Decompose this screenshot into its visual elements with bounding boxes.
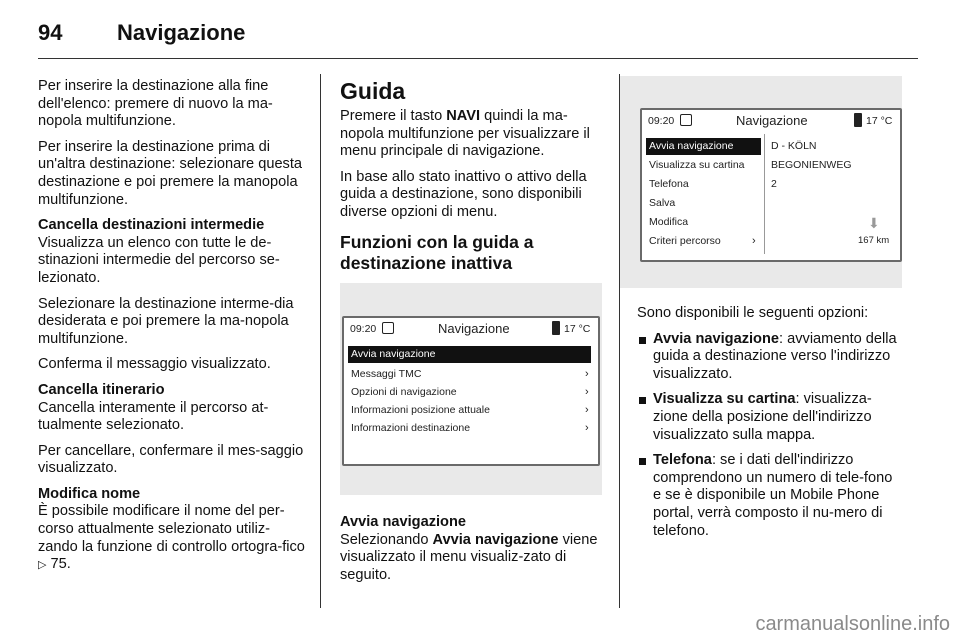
chevron-right-icon: › [585, 404, 589, 416]
paragraph: Per inserire la destinazione alla fine dell'elenco: premere di nuovo la ma-nopola multifunzione. [38, 78, 273, 130]
nav-screen-start [640, 108, 902, 262]
menu-item-salva[interactable]: Salva [649, 197, 676, 209]
key-navi: NAVI [446, 108, 481, 124]
menu-item-informazioni-posizione[interactable]: Informazioni posizione attuale [351, 404, 490, 416]
screen-status-bar [642, 110, 900, 130]
option-text: : se i dati dell'indirizzo comprendono un numero di tele-fono e se è disponibile un Mobile Phone portal, verrà composto il nu-mero di telefono. [653, 452, 893, 539]
bullet-icon [639, 458, 646, 465]
chevron-right-icon: › [585, 386, 589, 398]
bullet-icon [639, 337, 646, 344]
watermark: carmanualsonline.info [755, 613, 950, 635]
menu-item-informazioni-destinazione[interactable]: Informazioni destinazione [351, 422, 471, 434]
screen-title: Navigazione [438, 321, 510, 336]
clock-icon [382, 322, 394, 334]
option-text: : avviamento della guida a destinazione verso l'indirizzo visualizzato. [653, 330, 897, 382]
menu-item-avvia-navigazione[interactable]: Avvia navigazione [646, 138, 761, 155]
subheading-cancella-destinazioni: Cancella destinazioni intermedie [38, 217, 265, 234]
clock-time: 09:20 [350, 323, 377, 335]
bullet-icon [639, 397, 646, 404]
page-header [38, 18, 918, 54]
clock-time: 09:20 [648, 115, 675, 127]
paragraph-text: quindi la ma-nopola multifunzione per visualizzare il menu principale di navigazione. [340, 108, 590, 160]
screen-status-bar [344, 318, 598, 338]
screen-title: Navigazione [736, 113, 808, 128]
menu-reference: Avvia navigazione [432, 531, 559, 548]
menu-item-criteri-percorso[interactable]: Criteri percorso [649, 235, 721, 247]
arrow-down-icon: ⬇ [868, 215, 880, 231]
temperature-icon [552, 321, 560, 335]
options-list [637, 331, 902, 541]
chevron-right-icon: › [585, 422, 589, 434]
menu-item-avvia-navigazione[interactable]: Avvia navigazione [348, 346, 591, 363]
subheading-cancella-itinerario: Cancella itinerario [38, 381, 165, 398]
dest-street: BEGONIENWEG [771, 159, 852, 171]
page-reference: 75. [50, 556, 71, 573]
option-label: Avvia navigazione [653, 330, 779, 347]
subheading-modifica-nome: Modifica nome [38, 485, 141, 502]
column-2 [340, 78, 606, 274]
menu-item-telefona[interactable]: Telefona [649, 178, 689, 190]
subsection-heading: Funzioni con la guida a destinazione inattiva [340, 231, 534, 273]
paragraph [340, 108, 606, 161]
paragraph-text: Premere il tasto [340, 108, 443, 124]
section-heading-guida: Guida [340, 78, 406, 104]
screen-divider [764, 134, 765, 254]
page-number: 94 [38, 20, 63, 45]
chevron-right-icon: › [752, 235, 756, 247]
option-label: Telefona [653, 452, 712, 469]
paragraph: Sono disponibili le seguenti opzioni: [637, 305, 869, 321]
paragraph: Visualizza un elenco con tutte le de-stinazioni intermedie del percorso se-lezionato. [38, 234, 280, 286]
paragraph: Conferma il messaggio visualizzato. [38, 356, 271, 373]
paragraph-text: È possibile modificare il nome del per-corso attualmente selezionato utiliz-zando la funzione di controllo ortogra-fico [38, 503, 305, 555]
list-item [637, 391, 902, 444]
menu-item-opzioni-navigazione[interactable]: Opzioni di navigazione [351, 386, 457, 398]
nav-screen-inactive [342, 316, 600, 466]
clock-icon [680, 114, 692, 126]
column-1 [38, 78, 306, 583]
paragraph: Per inserire la destinazione prima di un'altra destinazione: selezionare questa destinazione e poi premere la manopola multifunzione. [38, 138, 303, 208]
dest-city: D - KÖLN [771, 140, 817, 152]
temperature: 17 °C [866, 115, 893, 127]
list-item [637, 452, 902, 540]
page-title: Navigazione [117, 20, 246, 45]
paragraph-text: viene visualizzato il menu visualiz-zato di seguito. [340, 531, 598, 583]
temperature-icon [854, 113, 862, 127]
cross-reference-icon: ▷ [38, 559, 47, 572]
column-divider-1 [320, 74, 321, 608]
distance: 167 km [858, 235, 890, 246]
paragraph: Per cancellare, confermare il mes-saggio visualizzato. [38, 442, 304, 477]
option-label: Visualizza su cartina [653, 391, 796, 408]
menu-item-messaggi-tmc[interactable]: Messaggi TMC [351, 368, 422, 380]
subheading-avvia-navigazione: Avvia navigazione [340, 514, 466, 530]
option-text: : visualizza-zione della posizione dell'indirizzo visualizzato sulla mappa. [653, 391, 872, 443]
paragraph: In base allo stato inattivo o attivo della guida a destinazione, sono disponibili diverse opzioni di menu. [340, 168, 587, 220]
menu-item-modifica[interactable]: Modifica [649, 216, 689, 228]
dest-house-number: 2 [771, 178, 777, 190]
paragraph: Selezionare la destinazione interme-dia desiderata e poi premere la ma-nopola multifunzione. [38, 295, 294, 347]
list-item [637, 331, 902, 384]
paragraph-modifica-nome [38, 503, 306, 574]
paragraph [340, 532, 606, 585]
header-rule [38, 58, 918, 59]
paragraph: Cancella interamente il percorso at-tualmente selezionato. [38, 399, 269, 434]
chevron-right-icon: › [585, 368, 589, 380]
menu-item-visualizza-cartina[interactable]: Visualizza su cartina [649, 159, 745, 171]
paragraph-text: Selezionando [340, 531, 429, 548]
column-2-bottom [340, 514, 606, 592]
column-3 [637, 305, 902, 548]
temperature: 17 °C [564, 323, 591, 335]
